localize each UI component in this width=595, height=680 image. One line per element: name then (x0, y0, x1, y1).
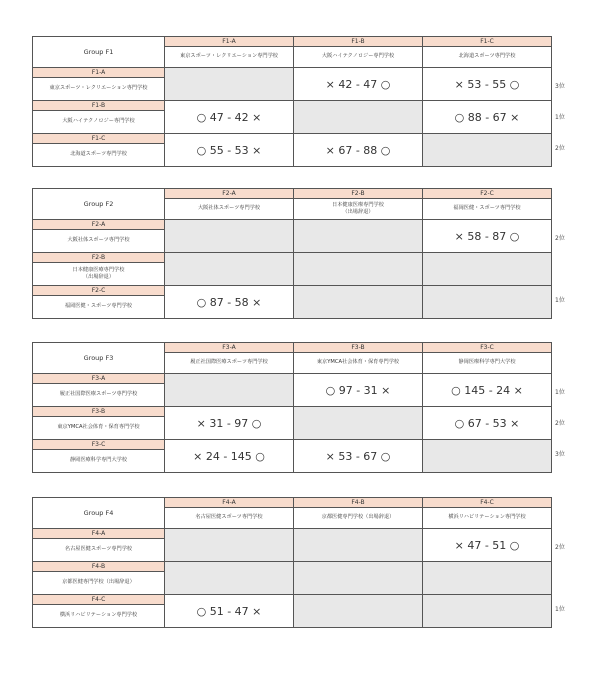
match-empty (423, 440, 552, 473)
rank-label: 1位 (555, 389, 565, 396)
match-empty (294, 253, 423, 286)
match-result: ○ 97 - 31 × (294, 374, 423, 407)
row-team-name: 大阪社体スポーツ専門学校 (33, 230, 165, 253)
column-team-code: F1-B (294, 37, 423, 47)
header-code-row (33, 343, 552, 353)
match-empty (165, 529, 294, 562)
row-team-code: F1-B (33, 101, 165, 111)
row-team-code: F1-A (33, 68, 165, 78)
table-row (33, 529, 552, 539)
row-team-name: 北海道スポーツ専門学校 (33, 144, 165, 167)
header-code-row (33, 37, 552, 47)
column-team-code: F3-C (423, 343, 552, 353)
match-empty (423, 595, 552, 628)
column-team-name: 京都医健専門学校（出場辞退） (294, 508, 423, 529)
group-table (32, 497, 552, 628)
rank-label: 2位 (555, 420, 565, 427)
header-code-row (33, 498, 552, 508)
match-empty (423, 286, 552, 319)
match-result: ○ 88 - 67 × (423, 101, 552, 134)
match-result: ○ 51 - 47 × (165, 595, 294, 628)
row-team-code: F3-A (33, 374, 165, 384)
row-team-name: 福岡医健・スポーツ専門学校 (33, 296, 165, 319)
match-result: ○ 87 - 58 × (165, 286, 294, 319)
table-row (33, 407, 552, 417)
row-team-name: 京都医健専門学校（出場辞退） (33, 572, 165, 595)
match-empty (294, 595, 423, 628)
table-row (33, 253, 552, 263)
row-team-code: F3-B (33, 407, 165, 417)
table-row (33, 101, 552, 111)
match-result: × 53 - 67 ○ (294, 440, 423, 473)
row-team-name: 東京YMCA社会体育・保育専門学校 (33, 417, 165, 440)
row-team-code: F3-C (33, 440, 165, 450)
row-team-code: F2-B (33, 253, 165, 263)
group-table (32, 342, 552, 473)
column-team-code: F2-B (294, 189, 423, 199)
match-empty (165, 220, 294, 253)
column-team-code: F4-B (294, 498, 423, 508)
table-row (33, 440, 552, 450)
rank-label: 1位 (555, 297, 565, 304)
row-team-name: 東京スポーツ・レクリエーション専門学校 (33, 78, 165, 101)
match-empty (294, 101, 423, 134)
table-row (33, 562, 552, 572)
column-team-code: F2-A (165, 189, 294, 199)
column-team-name: 大阪社体スポーツ専門学校 (165, 199, 294, 220)
column-team-name: 名古屋医健スポーツ専門学校 (165, 508, 294, 529)
column-team-name: 日本健康医療専門学校 （出場辞退） (294, 199, 423, 220)
rank-label: 3位 (555, 83, 565, 90)
row-team-name: 横浜リハビリテーション専門学校 (33, 605, 165, 628)
column-team-name: 東京スポーツ・レクリエーション専門学校 (165, 47, 294, 68)
row-team-name: 履正社国際医療スポーツ専門学校 (33, 384, 165, 407)
match-result: ○ 47 - 42 × (165, 101, 294, 134)
group-title: Group F3 (33, 343, 165, 374)
match-result: × 42 - 47 ○ (294, 68, 423, 101)
column-team-code: F3-A (165, 343, 294, 353)
match-empty (165, 374, 294, 407)
group-title: Group F2 (33, 189, 165, 220)
group-title: Group F1 (33, 37, 165, 68)
column-team-code: F4-C (423, 498, 552, 508)
match-empty (165, 68, 294, 101)
column-team-code: F2-C (423, 189, 552, 199)
table-row (33, 374, 552, 384)
header-code-row (33, 189, 552, 199)
column-team-code: F3-B (294, 343, 423, 353)
match-result: × 24 - 145 ○ (165, 440, 294, 473)
match-result: ○ 67 - 53 × (423, 407, 552, 440)
rank-label: 2位 (555, 544, 565, 551)
column-team-name: 大阪ハイテクノロジー専門学校 (294, 47, 423, 68)
rank-label: 2位 (555, 235, 565, 242)
rank-label: 3位 (555, 451, 565, 458)
row-team-name: 大阪ハイテクノロジー専門学校 (33, 111, 165, 134)
group-table (32, 36, 552, 167)
table-row (33, 220, 552, 230)
match-empty (423, 253, 552, 286)
row-team-code: F4-B (33, 562, 165, 572)
rank-label: 1位 (555, 114, 565, 121)
table-row (33, 134, 552, 144)
match-result: × 58 - 87 ○ (423, 220, 552, 253)
column-team-name: 履正社国際医療スポーツ専門学校 (165, 353, 294, 374)
match-empty (165, 253, 294, 286)
match-empty (294, 529, 423, 562)
rank-label: 1位 (555, 606, 565, 613)
row-team-code: F4-A (33, 529, 165, 539)
match-result: × 47 - 51 ○ (423, 529, 552, 562)
match-empty (423, 562, 552, 595)
match-empty (294, 562, 423, 595)
table-row (33, 68, 552, 78)
column-team-name: 北海道スポーツ専門学校 (423, 47, 552, 68)
table-row (33, 595, 552, 605)
match-result: × 53 - 55 ○ (423, 68, 552, 101)
column-team-name: 東京YMCA社会体育・保育専門学校 (294, 353, 423, 374)
row-team-code: F1-C (33, 134, 165, 144)
match-result: ○ 145 - 24 × (423, 374, 552, 407)
row-team-name: 静岡医療科学専門大学校 (33, 450, 165, 473)
rank-label: 2位 (555, 145, 565, 152)
column-team-code: F4-A (165, 498, 294, 508)
match-empty (294, 220, 423, 253)
row-team-name: 名古屋医健スポーツ専門学校 (33, 539, 165, 562)
match-empty (294, 286, 423, 319)
row-team-code: F2-C (33, 286, 165, 296)
group-table (32, 188, 552, 319)
match-result: ○ 55 - 53 × (165, 134, 294, 167)
column-team-name: 福岡医健・スポーツ専門学校 (423, 199, 552, 220)
column-team-name: 静岡医療科学専門大学校 (423, 353, 552, 374)
group-title: Group F4 (33, 498, 165, 529)
row-team-code: F2-A (33, 220, 165, 230)
match-result: × 67 - 88 ○ (294, 134, 423, 167)
match-result: × 31 - 97 ○ (165, 407, 294, 440)
column-team-name: 横浜リハビリテーション専門学校 (423, 508, 552, 529)
match-empty (294, 407, 423, 440)
match-empty (423, 134, 552, 167)
row-team-name: 日本健康医療専門学校 （出場辞退） (33, 263, 165, 286)
row-team-code: F4-C (33, 595, 165, 605)
table-row (33, 286, 552, 296)
match-empty (165, 562, 294, 595)
column-team-code: F1-C (423, 37, 552, 47)
column-team-code: F1-A (165, 37, 294, 47)
